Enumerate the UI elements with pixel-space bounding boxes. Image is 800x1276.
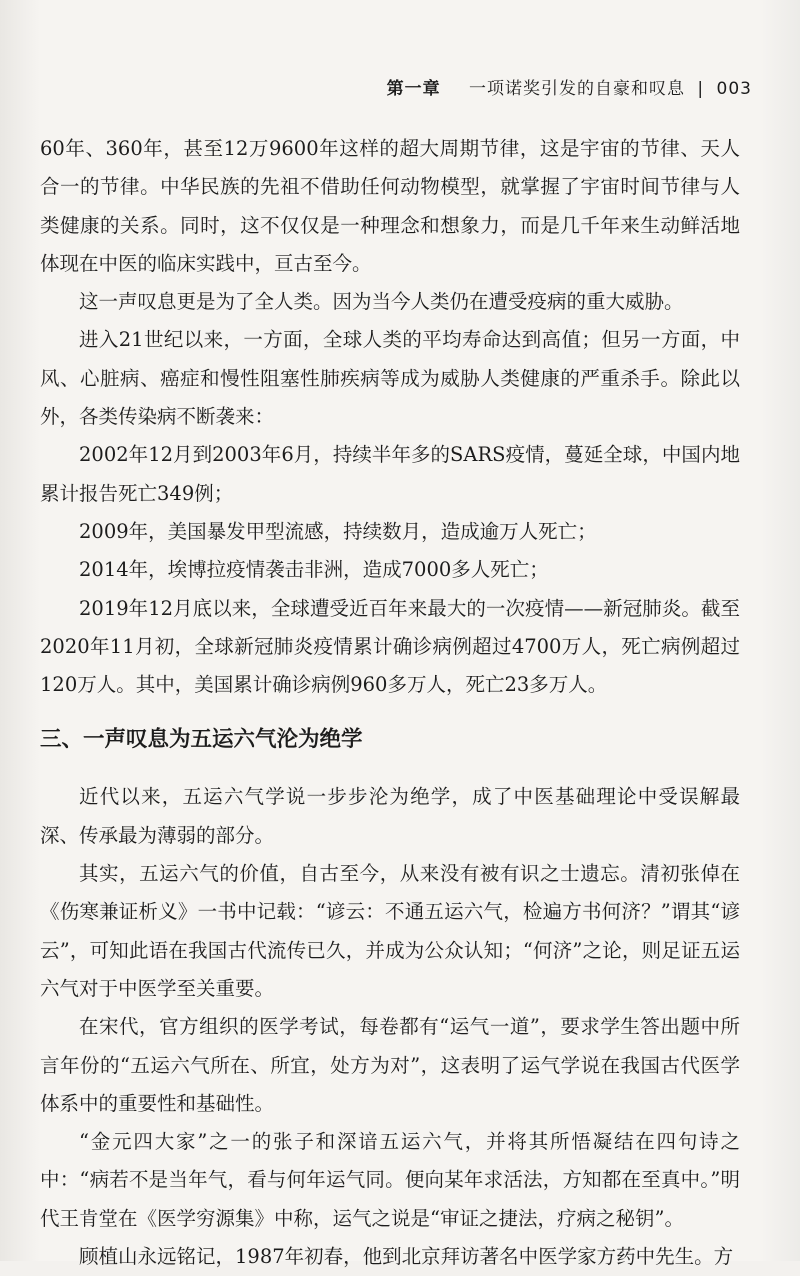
paragraph: 2014年，埃博拉疫情袭击非洲，造成7000多人死亡；	[79, 558, 549, 582]
paragraph: 近代以来，五运六气学说一步步沦为绝学，成了中医基础理论中受误解最深、传承最为薄弱的部分。	[40, 785, 740, 847]
paragraph: 2019年12月底以来，全球遭受近百年来最大的一次疫情——新冠肺炎。截至2020年11月初，全球新冠肺炎疫情累计确诊病例超过4700万人，死亡病例超过120万人。其中，美国累计确诊病例960多万人，死亡23多万人。	[40, 596, 740, 697]
paragraph: 2009年，美国暴发甲型流感，持续数月，造成逾万人死亡；	[79, 519, 597, 543]
page-number: 003	[716, 79, 752, 99]
paragraph: 这一声叹息更是为了全人类。因为当今人类仍在遭受疫病的重大威胁。	[79, 290, 684, 314]
section-heading: 三、一声叹息为五运六气沦为绝学	[40, 727, 363, 753]
paragraph: 进入21世纪以来，一方面，全球人类的平均寿命达到高值；但另一方面，中风、心脏病、癌症和慢性阻塞性肺疾病等成为威胁人类健康的严重杀手。除此以外，各类传染病不断袭来：	[40, 328, 740, 429]
chapter-label: 第一章	[386, 79, 441, 99]
paragraph: 在宋代，官方组织的医学考试，每卷都有“运气一道”，要求学生答出题中所言年份的“五运六气所在、所宜，处方为对”，这表明了运气学说在我国古代医学体系中的重要性和基础性。	[40, 1015, 740, 1115]
paragraph: 2002年12月到2003年6月，持续半年多的SARS疫情，蔓延全球，中国内地累计报告死亡349例；	[40, 443, 740, 505]
running-header	[387, 74, 752, 99]
paragraph: 顾植山永远铭记，1987年初春，他到北京拜访著名中医学家方药中先生。方	[79, 1245, 734, 1269]
paragraph: 其实，五运六气的价值，自古至今，从来没有被有识之士遗忘。清初张倬在《伤寒兼证析义》一书中记载：“谚云：不通五运六气，检遍方书何济？”谓其“谚云”，可知此语在我国古代流传已久，并成为公众认知；“何济”之论，则足证五运六气对于中医学至关重要。	[40, 862, 740, 1000]
paragraph: “金元四大家”之一的张子和深谙五运六气，并将其所悟凝结在四句诗之中：“病若不是当年气，看与何年运气同。便向某年求活法，方知都在至真中。”明代王肯堂在《医学穷源集》中称，运气之说是“审证之捷法，疗病之秘钥”。	[40, 1130, 740, 1230]
body-text	[40, 130, 740, 1276]
chapter-title: 一项诺奖引发的自豪和叹息	[469, 79, 685, 99]
paragraph: 60年、360年，甚至12万9600年这样的超大周期节律，这是宇宙的节律、天人合一的节律。中华民族的先祖不借助任何动物模型，就掌握了宇宙时间节律与人类健康的关系。同时，这不仅仅是一种理念和想象力，而是几千年来生动鲜活地体现在中医的临床实践中，亘古至今。	[40, 137, 740, 275]
header-separator: |	[697, 79, 705, 99]
